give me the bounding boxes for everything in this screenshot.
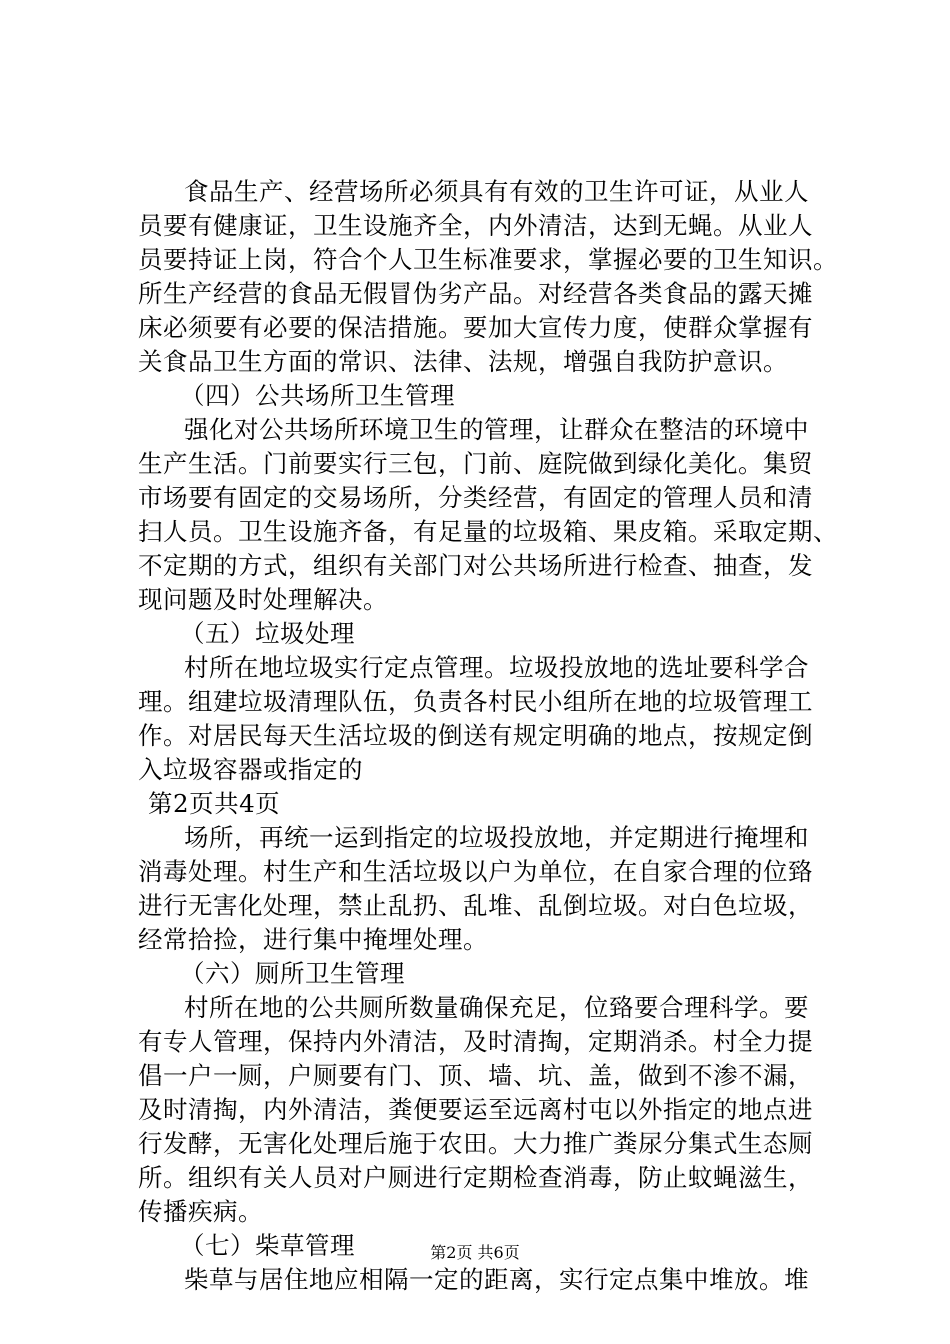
paragraph-line: 所生产经营的食品无假冒伪劣产品。对经营各类食品的露天摊 [138,279,813,308]
document-body [138,175,838,1297]
paragraph-line: 传播疾病。 [138,1197,263,1226]
paragraph-line: 员要有健康证，卫生设施齐全，内外清洁，达到无蝇。从业人 [138,211,813,240]
paragraph-line: 生产生活。门前要实行三包，门前、庭院做到绿化美化。集贸 [138,449,813,478]
paragraph-line: 理。组建垃圾清理队伍，负责各村民小组所在地的垃圾管理工 [138,687,813,716]
paragraph-line: 食品生产、经营场所必须具有有效的卫生许可证，从业人 [184,177,809,206]
paragraph-line: 现问题及时处理解决。 [138,585,388,614]
paragraph-line: 及时清掏，内外清洁，粪便要运至远离村屯以外指定的地点进 [138,1095,813,1124]
paragraph-line: 有专人管理，保持内外清洁，及时清掏，定期消杀。村全力提 [138,1027,813,1056]
paragraph-line: 市场要有固定的交易场所，分类经营，有固定的管理人员和清 [138,483,813,512]
paragraph-line: 柴草与居住地应相隔一定的距离，实行定点集中堆放。堆 [184,1265,809,1294]
paragraph-line: 所。组织有关人员对户厕进行定期检查消毒，防止蚊蝇滋生， [138,1163,813,1192]
paragraph-line: 行发酵，无害化处理后施于农田。大力推广粪尿分集式生态厕 [138,1129,813,1158]
paragraph-line: 扫人员。卫生设施齐备，有足量的垃圾箱、果皮箱。采取定期、 [138,517,838,546]
section-heading: （六）厕所卫生管理 [180,959,405,988]
paragraph-line: 村所在地垃圾实行定点管理。垃圾投放地的选址要科学合 [184,653,809,682]
paragraph-line: 经常拾捡，进行集中掩埋处理。 [138,925,488,954]
paragraph-line: 不定期的方式，组织有关部门对公共场所进行检查、抽查，发 [138,551,813,580]
paragraph-line: 村所在地的公共厕所数量确保充足，位臵要合理科学。要 [184,993,809,1022]
page-footer: 第2页 共6页 [430,1243,520,1262]
section-heading: （七）柴草管理 [180,1231,355,1260]
paragraph-line: 入垃圾容器或指定的 [138,755,363,784]
paragraph-line: 员要持证上岗，符合个人卫生标准要求，掌握必要的卫生知识。 [138,245,838,274]
paragraph-line: 作。对居民每天生活垃圾的倒送有规定明确的地点，按规定倒 [138,721,813,750]
paragraph-line: 进行无害化处理，禁止乱扔、乱堆、乱倒垃圾。对白色垃圾， [138,891,813,920]
section-heading: （五）垃圾处理 [180,619,355,648]
inline-page-number: 第2页共4页 [148,789,281,818]
paragraph-line: 关食品卫生方面的常识、法律、法规，增强自我防护意识。 [138,347,788,376]
paragraph-line: 床必须要有必要的保洁措施。要加大宣传力度，使群众掌握有 [138,313,813,342]
paragraph-line: 倡一户一厕，户厕要有门、顶、墙、坑、盖，做到不渗不漏， [138,1061,813,1090]
section-heading: （四）公共场所卫生管理 [180,381,455,410]
paragraph-line: 场所，再统一运到指定的垃圾投放地，并定期进行掩埋和 [184,823,809,852]
paragraph-line: 消毒处理。村生产和生活垃圾以户为单位，在自家合理的位臵 [138,857,813,886]
paragraph-line: 强化对公共场所环境卫生的管理，让群众在整洁的环境中 [184,415,809,444]
